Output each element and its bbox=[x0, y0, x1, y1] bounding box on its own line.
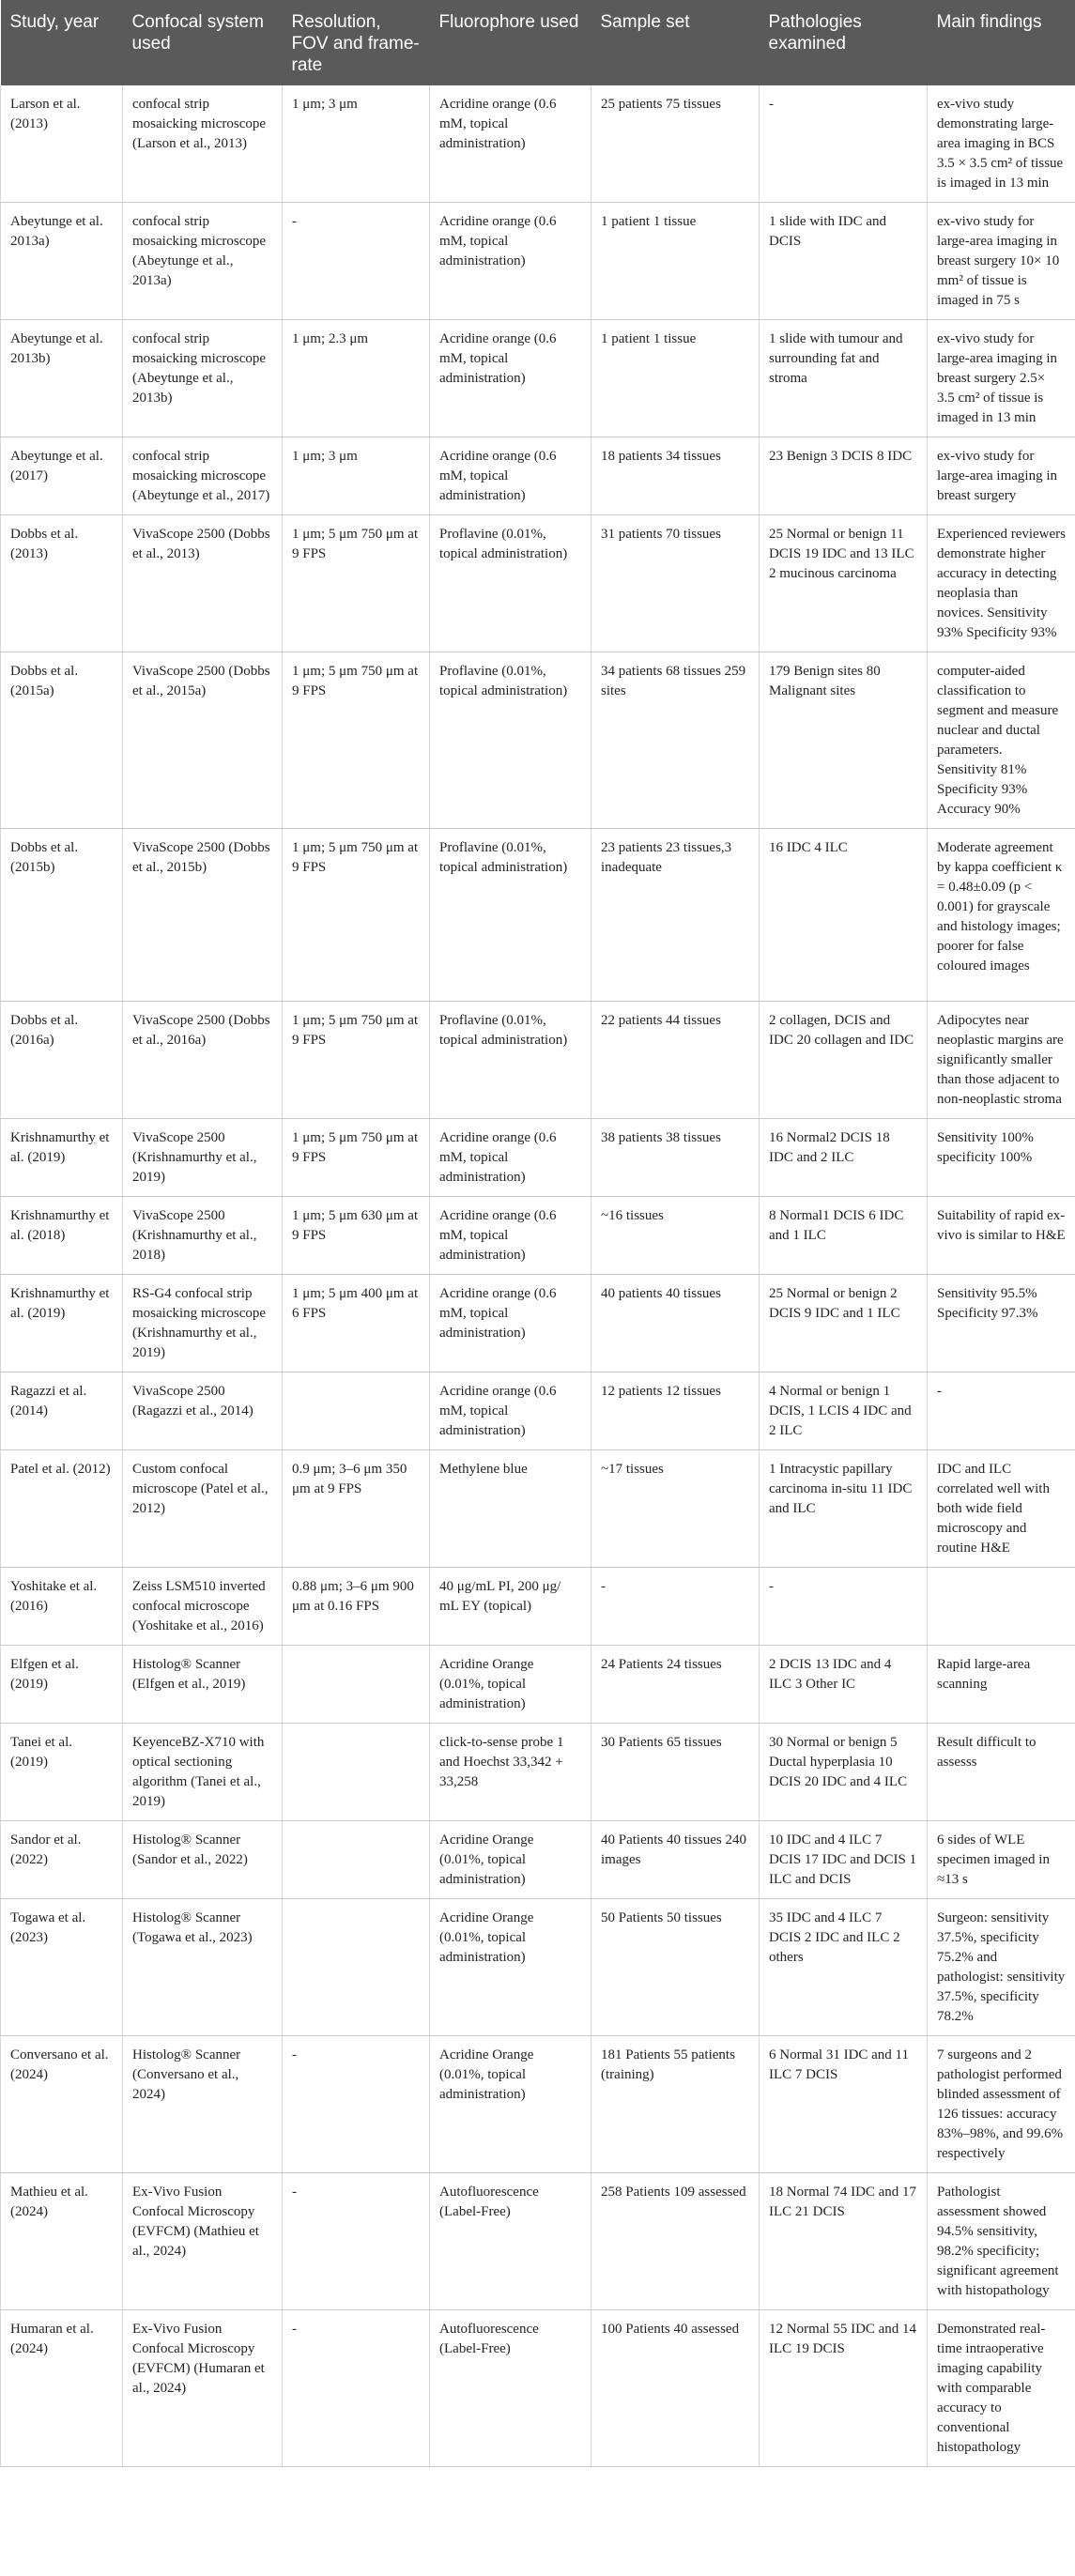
cell-fluorophore: Acridine Orange (0.01%, topical administration) bbox=[430, 2036, 591, 2173]
cell-sample-set: 40 patients 40 tissues bbox=[591, 1275, 760, 1372]
cell-main-findings: Rapid large-area scanning bbox=[928, 1646, 1075, 1724]
cell-main-findings: Suitability of rapid ex-vivo is similar to H&E bbox=[928, 1197, 1075, 1275]
cell-confocal-system: Ex-Vivo Fusion Confocal Microscopy (EVFCM) (Mathieu et al., 2024) bbox=[123, 2173, 283, 2310]
cell-sample-set: 30 Patients 65 tissues bbox=[591, 1724, 760, 1821]
cell-fluorophore: Acridine orange (0.6 mM, topical administration) bbox=[430, 320, 591, 437]
cell-main-findings bbox=[928, 1568, 1075, 1646]
cell-sample-set: 50 Patients 50 tissues bbox=[591, 1899, 760, 2036]
cell-resolution: 1 μm; 5 μm 750 μm at 9 FPS bbox=[283, 652, 430, 829]
cell-confocal-system: confocal strip mosaicking microscope (Abeytunge et al., 2017) bbox=[123, 437, 283, 515]
cell-pathologies: 179 Benign sites 80 Malignant sites bbox=[760, 652, 928, 829]
cell-resolution bbox=[283, 1821, 430, 1899]
cell-main-findings: IDC and ILC correlated well with both wide field microscopy and routine H&E bbox=[928, 1450, 1075, 1568]
table-row bbox=[1, 1275, 1075, 1372]
cell-main-findings: Adipocytes near neoplastic margins are significantly smaller than those adjacent to non-neoplastic stroma bbox=[928, 1002, 1075, 1119]
cell-study-year: Sandor et al. (2022) bbox=[1, 1821, 123, 1899]
cell-main-findings: ex-vivo study for large-area imaging in breast surgery 2.5× 3.5 cm² of tissue is imaged in 13 min bbox=[928, 320, 1075, 437]
header-confocal-system: Confocal system used bbox=[123, 0, 283, 85]
cell-fluorophore: Proflavine (0.01%, topical administration) bbox=[430, 652, 591, 829]
cell-resolution bbox=[283, 1646, 430, 1724]
cell-study-year: Yoshitake et al. (2016) bbox=[1, 1568, 123, 1646]
cell-resolution bbox=[283, 1899, 430, 2036]
cell-fluorophore: Proflavine (0.01%, topical administration) bbox=[430, 829, 591, 1002]
cell-pathologies: 2 DCIS 13 IDC and 4 ILC 3 Other IC bbox=[760, 1646, 928, 1724]
cell-main-findings: 6 sides of WLE specimen imaged in ≈13 s bbox=[928, 1821, 1075, 1899]
cell-pathologies: 23 Benign 3 DCIS 8 IDC bbox=[760, 437, 928, 515]
cell-resolution: 1 μm; 5 μm 750 μm at 9 FPS bbox=[283, 1002, 430, 1119]
cell-resolution bbox=[283, 1372, 430, 1450]
cell-sample-set: 23 patients 23 tissues,3 inadequate bbox=[591, 829, 760, 1002]
cell-main-findings: Surgeon: sensitivity 37.5%, specificity 75.2% and pathologist: sensitivity 37.5%, specificity 78.2% bbox=[928, 1899, 1075, 2036]
cell-main-findings: Pathologist assessment showed 94.5% sensitivity, 98.2% specificity; significant agreement with histopathology bbox=[928, 2173, 1075, 2310]
cell-sample-set: - bbox=[591, 1568, 760, 1646]
header-row bbox=[1, 0, 1075, 85]
cell-resolution: - bbox=[283, 2036, 430, 2173]
cell-main-findings: Demonstrated real-time intraoperative imaging capability with comparable accuracy to conventional histopathology bbox=[928, 2310, 1075, 2467]
table-row bbox=[1, 1197, 1075, 1275]
cell-fluorophore: Autofluorescence (Label-Free) bbox=[430, 2310, 591, 2467]
table-row bbox=[1, 1646, 1075, 1724]
cell-fluorophore: Proflavine (0.01%, topical administration) bbox=[430, 515, 591, 652]
cell-main-findings: - bbox=[928, 1372, 1075, 1450]
table-row bbox=[1, 2310, 1075, 2467]
table-header bbox=[1, 0, 1075, 85]
table-body bbox=[1, 85, 1075, 2467]
cell-fluorophore: Acridine orange (0.6 mM, topical administration) bbox=[430, 1197, 591, 1275]
header-sample-set: Sample set bbox=[591, 0, 760, 85]
cell-sample-set: ~16 tissues bbox=[591, 1197, 760, 1275]
cell-pathologies: 25 Normal or benign 11 DCIS 19 IDC and 13 ILC 2 mucinous carcinoma bbox=[760, 515, 928, 652]
table-row bbox=[1, 515, 1075, 652]
table-row bbox=[1, 85, 1075, 203]
cell-confocal-system: VivaScope 2500 (Dobbs et al., 2016a) bbox=[123, 1002, 283, 1119]
cell-sample-set: 24 Patients 24 tissues bbox=[591, 1646, 760, 1724]
cell-pathologies: 35 IDC and 4 ILC 7 DCIS 2 IDC and ILC 2 others bbox=[760, 1899, 928, 2036]
cell-confocal-system: VivaScope 2500 (Krishnamurthy et al., 2018) bbox=[123, 1197, 283, 1275]
cell-study-year: Humaran et al. (2024) bbox=[1, 2310, 123, 2467]
cell-sample-set: ~17 tissues bbox=[591, 1450, 760, 1568]
table-row bbox=[1, 1899, 1075, 2036]
cell-confocal-system: Histolog® Scanner (Conversano et al., 2024) bbox=[123, 2036, 283, 2173]
cell-fluorophore: Acridine Orange (0.01%, topical administration) bbox=[430, 1899, 591, 2036]
cell-study-year: Ragazzi et al. (2014) bbox=[1, 1372, 123, 1450]
cell-sample-set: 181 Patients 55 patients (training) bbox=[591, 2036, 760, 2173]
cell-confocal-system: VivaScope 2500 (Dobbs et al., 2013) bbox=[123, 515, 283, 652]
table-row bbox=[1, 652, 1075, 829]
cell-resolution: 1 μm; 5 μm 630 μm at 9 FPS bbox=[283, 1197, 430, 1275]
cell-confocal-system: VivaScope 2500 (Krishnamurthy et al., 2019) bbox=[123, 1119, 283, 1197]
cell-fluorophore: Acridine Orange (0.01%, topical administration) bbox=[430, 1821, 591, 1899]
cell-fluorophore: Methylene blue bbox=[430, 1450, 591, 1568]
cell-confocal-system: KeyenceBZ-X710 with optical sectioning algorithm (Tanei et al., 2019) bbox=[123, 1724, 283, 1821]
cell-pathologies: 1 slide with IDC and DCIS bbox=[760, 203, 928, 320]
cell-fluorophore: Acridine orange (0.6 mM, topical administration) bbox=[430, 85, 591, 203]
cell-confocal-system: VivaScope 2500 (Ragazzi et al., 2014) bbox=[123, 1372, 283, 1450]
cell-main-findings: ex-vivo study for large-area imaging in breast surgery 10× 10 mm² of tissue is imaged in 75 s bbox=[928, 203, 1075, 320]
cell-pathologies: 1 Intracystic papillary carcinoma in-situ 11 IDC and ILC bbox=[760, 1450, 928, 1568]
cell-pathologies: 4 Normal or benign 1 DCIS, 1 LCIS 4 IDC and 2 ILC bbox=[760, 1372, 928, 1450]
table-row bbox=[1, 1119, 1075, 1197]
cell-resolution: 1 μm; 5 μm 400 μm at 6 FPS bbox=[283, 1275, 430, 1372]
cell-resolution: 1 μm; 3 μm bbox=[283, 85, 430, 203]
cell-confocal-system: confocal strip mosaicking microscope (Larson et al., 2013) bbox=[123, 85, 283, 203]
table-row bbox=[1, 437, 1075, 515]
cell-resolution: 1 μm; 5 μm 750 μm at 9 FPS bbox=[283, 515, 430, 652]
table-row bbox=[1, 320, 1075, 437]
cell-main-findings: 7 surgeons and 2 pathologist performed blinded assessment of 126 tissues: accuracy 83%–98%, and 99.6% respectively bbox=[928, 2036, 1075, 2173]
cell-resolution: 1 μm; 2.3 μm bbox=[283, 320, 430, 437]
cell-resolution: - bbox=[283, 2310, 430, 2467]
cell-study-year: Tanei et al. (2019) bbox=[1, 1724, 123, 1821]
cell-fluorophore: Proflavine (0.01%, topical administration) bbox=[430, 1002, 591, 1119]
cell-sample-set: 25 patients 75 tissues bbox=[591, 85, 760, 203]
cell-pathologies: 1 slide with tumour and surrounding fat and stroma bbox=[760, 320, 928, 437]
cell-sample-set: 18 patients 34 tissues bbox=[591, 437, 760, 515]
cell-study-year: Krishnamurthy et al. (2019) bbox=[1, 1275, 123, 1372]
cell-study-year: Dobbs et al. (2016a) bbox=[1, 1002, 123, 1119]
cell-confocal-system: confocal strip mosaicking microscope (Abeytunge et al., 2013b) bbox=[123, 320, 283, 437]
header-resolution: Resolution, FOV and frame-rate bbox=[283, 0, 430, 85]
cell-confocal-system: VivaScope 2500 (Dobbs et al., 2015b) bbox=[123, 829, 283, 1002]
cell-pathologies: 16 IDC 4 ILC bbox=[760, 829, 928, 1002]
cell-sample-set: 258 Patients 109 assessed bbox=[591, 2173, 760, 2310]
cell-fluorophore: click-to-sense probe 1 and Hoechst 33,342 + 33,258 bbox=[430, 1724, 591, 1821]
cell-confocal-system: Zeiss LSM510 inverted confocal microscope (Yoshitake et al., 2016) bbox=[123, 1568, 283, 1646]
cell-study-year: Dobbs et al. (2013) bbox=[1, 515, 123, 652]
cell-resolution: 1 μm; 3 μm bbox=[283, 437, 430, 515]
cell-pathologies: - bbox=[760, 1568, 928, 1646]
cell-confocal-system: RS-G4 confocal strip mosaicking microscope (Krishnamurthy et al., 2019) bbox=[123, 1275, 283, 1372]
cell-pathologies: 30 Normal or benign 5 Ductal hyperplasia 10 DCIS 20 IDC and 4 ILC bbox=[760, 1724, 928, 1821]
cell-main-findings: ex-vivo study demonstrating large-area imaging in BCS 3.5 × 3.5 cm² of tissue is imaged in 13 min bbox=[928, 85, 1075, 203]
cell-sample-set: 34 patients 68 tissues 259 sites bbox=[591, 652, 760, 829]
table-row bbox=[1, 203, 1075, 320]
cell-confocal-system: Ex-Vivo Fusion Confocal Microscopy (EVFCM) (Humaran et al., 2024) bbox=[123, 2310, 283, 2467]
cell-main-findings: Experienced reviewers demonstrate higher accuracy in detecting neoplasia than novices. Sensitivity 93% Specificity 93% bbox=[928, 515, 1075, 652]
cell-sample-set: 12 patients 12 tissues bbox=[591, 1372, 760, 1450]
cell-sample-set: 40 Patients 40 tissues 240 images bbox=[591, 1821, 760, 1899]
cell-study-year: Dobbs et al. (2015b) bbox=[1, 829, 123, 1002]
cell-sample-set: 31 patients 70 tissues bbox=[591, 515, 760, 652]
header-main-findings: Main findings bbox=[928, 0, 1075, 85]
cell-main-findings: Result difficult to assesss bbox=[928, 1724, 1075, 1821]
cell-pathologies: 8 Normal1 DCIS 6 IDC and 1 ILC bbox=[760, 1197, 928, 1275]
cell-confocal-system: Histolog® Scanner (Sandor et al., 2022) bbox=[123, 1821, 283, 1899]
cell-fluorophore: 40 μg/mL PI, 200 μg/ mL EY (topical) bbox=[430, 1568, 591, 1646]
cell-fluorophore: Acridine orange (0.6 mM, topical administration) bbox=[430, 1372, 591, 1450]
cell-study-year: Dobbs et al. (2015a) bbox=[1, 652, 123, 829]
cell-fluorophore: Acridine orange (0.6 mM, topical administration) bbox=[430, 437, 591, 515]
cell-sample-set: 22 patients 44 tissues bbox=[591, 1002, 760, 1119]
cell-fluorophore: Acridine orange (0.6 mM, topical administration) bbox=[430, 1119, 591, 1197]
cell-study-year: Abeytunge et al. 2013b) bbox=[1, 320, 123, 437]
cell-sample-set: 1 patient 1 tissue bbox=[591, 320, 760, 437]
cell-confocal-system: Histolog® Scanner (Togawa et al., 2023) bbox=[123, 1899, 283, 2036]
cell-main-findings: Moderate agreement by kappa coefficient κ = 0.48±0.09 (p < 0.001) for grayscale and histology images; poorer for false coloured images bbox=[928, 829, 1075, 1002]
cell-confocal-system: Custom confocal microscope (Patel et al., 2012) bbox=[123, 1450, 283, 1568]
cell-confocal-system: Histolog® Scanner (Elfgen et al., 2019) bbox=[123, 1646, 283, 1724]
table-row bbox=[1, 1372, 1075, 1450]
table-row bbox=[1, 2036, 1075, 2173]
cell-pathologies: 6 Normal 31 IDC and 11 ILC 7 DCIS bbox=[760, 2036, 928, 2173]
cell-resolution: - bbox=[283, 2173, 430, 2310]
cell-resolution: 0.88 μm; 3–6 μm 900 μm at 0.16 FPS bbox=[283, 1568, 430, 1646]
cell-study-year: Larson et al. (2013) bbox=[1, 85, 123, 203]
cell-resolution: - bbox=[283, 203, 430, 320]
cell-fluorophore: Acridine Orange (0.01%, topical administration) bbox=[430, 1646, 591, 1724]
cell-pathologies: 12 Normal 55 IDC and 14 ILC 19 DCIS bbox=[760, 2310, 928, 2467]
table-row bbox=[1, 1821, 1075, 1899]
header-fluorophore: Fluorophore used bbox=[430, 0, 591, 85]
cell-main-findings: computer-aided classification to segment and measure nuclear and ductal parameters. Sensitivity 81% Specificity 93% Accuracy 90% bbox=[928, 652, 1075, 829]
cell-sample-set: 100 Patients 40 assessed bbox=[591, 2310, 760, 2467]
cell-confocal-system: VivaScope 2500 (Dobbs et al., 2015a) bbox=[123, 652, 283, 829]
cell-study-year: Mathieu et al. (2024) bbox=[1, 2173, 123, 2310]
cell-study-year: Krishnamurthy et al. (2018) bbox=[1, 1197, 123, 1275]
table-row bbox=[1, 1002, 1075, 1119]
table-row bbox=[1, 829, 1075, 1002]
cell-study-year: Krishnamurthy et al. (2019) bbox=[1, 1119, 123, 1197]
cell-pathologies: 25 Normal or benign 2 DCIS 9 IDC and 1 ILC bbox=[760, 1275, 928, 1372]
cell-study-year: Abeytunge et al. (2017) bbox=[1, 437, 123, 515]
table-row bbox=[1, 1724, 1075, 1821]
cell-study-year: Abeytunge et al. 2013a) bbox=[1, 203, 123, 320]
header-study-year: Study, year bbox=[1, 0, 123, 85]
cell-resolution: 1 μm; 5 μm 750 μm at 9 FPS bbox=[283, 829, 430, 1002]
cell-fluorophore: Autofluorescence (Label-Free) bbox=[430, 2173, 591, 2310]
cell-main-findings: Sensitivity 100% specificity 100% bbox=[928, 1119, 1075, 1197]
cell-main-findings: Sensitivity 95.5% Specificity 97.3% bbox=[928, 1275, 1075, 1372]
cell-pathologies: - bbox=[760, 85, 928, 203]
cell-pathologies: 10 IDC and 4 ILC 7 DCIS 17 IDC and DCIS 1 ILC and DCIS bbox=[760, 1821, 928, 1899]
cell-pathologies: 2 collagen, DCIS and IDC 20 collagen and IDC bbox=[760, 1002, 928, 1119]
cell-resolution bbox=[283, 1724, 430, 1821]
cell-pathologies: 16 Normal2 DCIS 18 IDC and 2 ILC bbox=[760, 1119, 928, 1197]
table-row bbox=[1, 2173, 1075, 2310]
cell-sample-set: 1 patient 1 tissue bbox=[591, 203, 760, 320]
header-pathologies: Pathologies examined bbox=[760, 0, 928, 85]
cell-resolution: 0.9 μm; 3–6 μm 350 μm at 9 FPS bbox=[283, 1450, 430, 1568]
cell-study-year: Togawa et al. (2023) bbox=[1, 1899, 123, 2036]
cell-fluorophore: Acridine orange (0.6 mM, topical administration) bbox=[430, 203, 591, 320]
table-row bbox=[1, 1450, 1075, 1568]
cell-confocal-system: confocal strip mosaicking microscope (Abeytunge et al., 2013a) bbox=[123, 203, 283, 320]
cell-pathologies: 18 Normal 74 IDC and 17 ILC 21 DCIS bbox=[760, 2173, 928, 2310]
cell-resolution: 1 μm; 5 μm 750 μm at 9 FPS bbox=[283, 1119, 430, 1197]
table-row bbox=[1, 1568, 1075, 1646]
cell-study-year: Conversano et al. (2024) bbox=[1, 2036, 123, 2173]
cell-main-findings: ex-vivo study for large-area imaging in breast surgery bbox=[928, 437, 1075, 515]
cell-study-year: Patel et al. (2012) bbox=[1, 1450, 123, 1568]
cell-study-year: Elfgen et al. (2019) bbox=[1, 1646, 123, 1724]
cell-fluorophore: Acridine orange (0.6 mM, topical administration) bbox=[430, 1275, 591, 1372]
cell-sample-set: 38 patients 38 tissues bbox=[591, 1119, 760, 1197]
